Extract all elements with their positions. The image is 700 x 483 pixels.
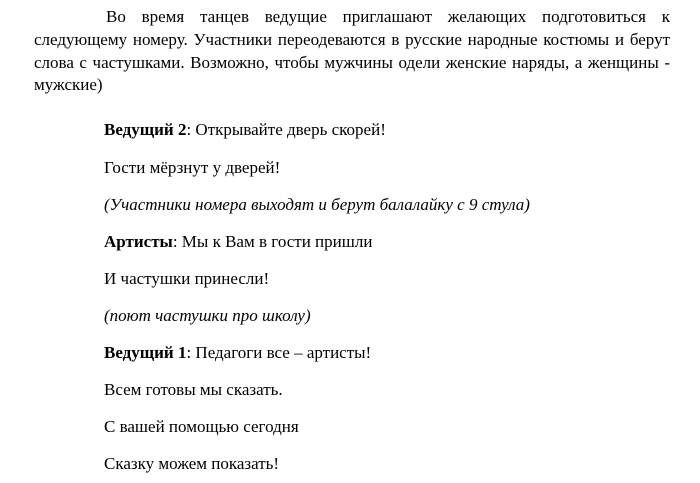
stage-direction [104, 306, 311, 326]
stage-direction-text: (Участники номера выходят и берут балалайку с 9 стула) [104, 195, 530, 214]
line-text: Сказку можем показать! [104, 454, 280, 473]
script-line [104, 269, 269, 289]
script-line [104, 417, 299, 437]
line-text: : Мы к Вам в гости пришли [172, 232, 373, 251]
speaker-name: Артисты [104, 232, 173, 251]
intro-text: Во время танцев ведущие приглашают желающих подготовиться к следующему номеру. Участники переодеваются в русские народные костюмы и берут слова с частушками. Возможно, чтобы мужчины одели женские наряды, а женщины - мужские) [34, 7, 670, 95]
script-line-host2 [104, 120, 386, 140]
script-line [104, 158, 280, 178]
speaker-name: Ведущий 2 [104, 120, 187, 139]
speaker-name: Ведущий 1 [104, 343, 187, 362]
line-text: Гости мёрзнут у дверей! [104, 158, 281, 177]
script-line [104, 454, 279, 474]
line-text: Всем готовы мы сказать. [104, 380, 283, 399]
line-text: И частушки принесли! [104, 269, 270, 288]
script-line [104, 380, 283, 400]
line-text: : Педагоги все – артисты! [186, 343, 372, 362]
stage-direction [104, 195, 530, 215]
intro-paragraph [34, 6, 670, 97]
stage-direction-text: (поют частушки про школу) [104, 306, 311, 325]
line-text: : Открывайте дверь скорей! [186, 120, 386, 139]
script-line-host1 [104, 343, 371, 363]
line-text: С вашей помощью сегодня [104, 417, 299, 436]
script-line-artists [104, 232, 372, 252]
